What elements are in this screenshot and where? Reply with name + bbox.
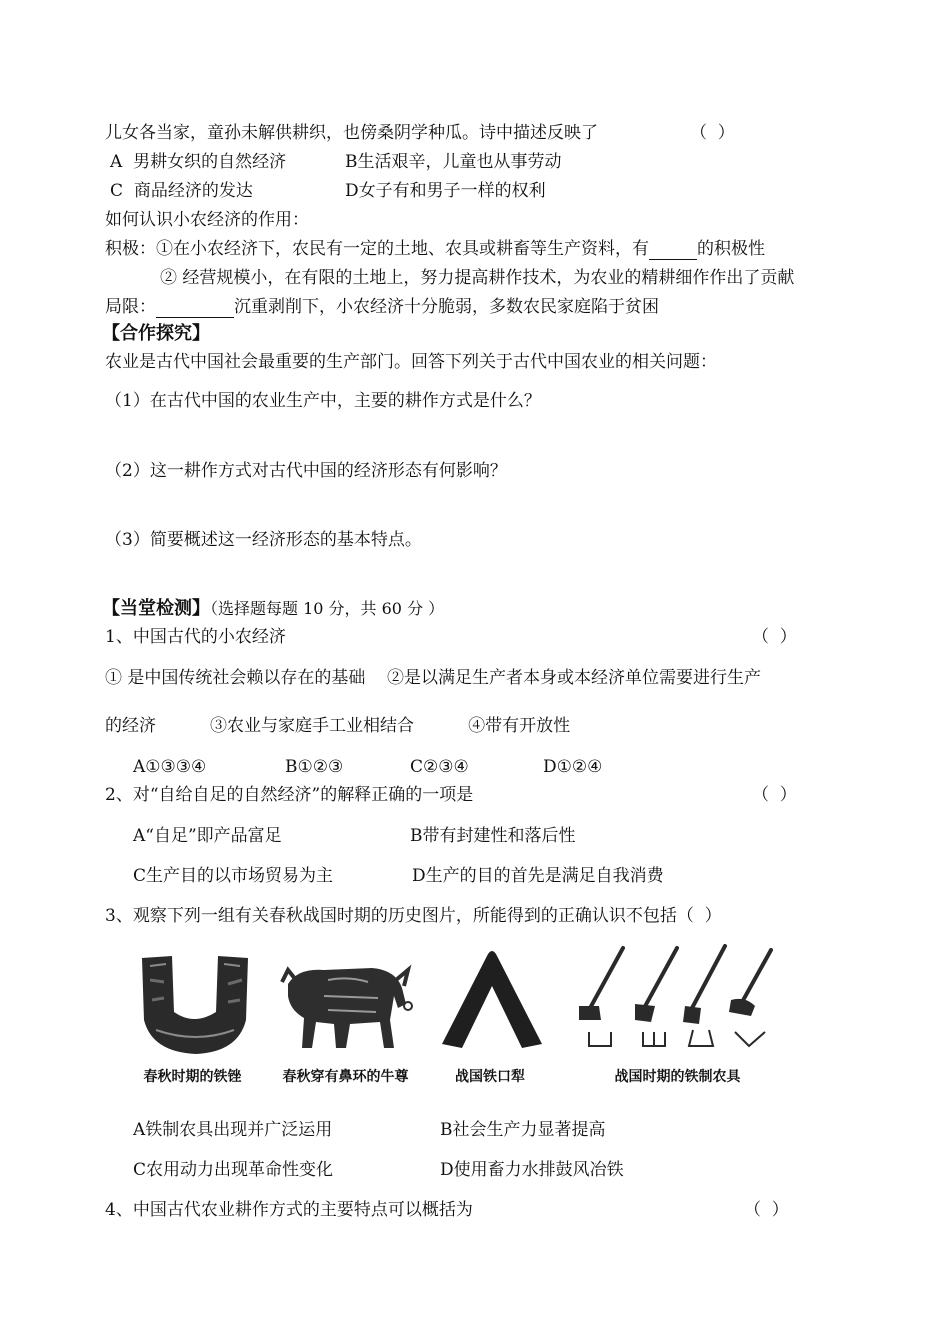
figure-iron-file <box>120 940 265 1090</box>
history-figures <box>120 940 800 1090</box>
iron-plough-image <box>430 940 550 1060</box>
cooperation-question-1: （1）在古代中国的农业生产中，主要的耕作方式是什么？ <box>105 391 541 411</box>
q3-option-d: D使用畜力水排鼓风冶铁 <box>440 1160 624 1180</box>
figure-iron-tools <box>565 940 790 1090</box>
section-title-test: 【当堂检测】（选择题每题 10 分，共 60 分 ） <box>102 598 445 619</box>
q3-option-a: A铁制农具出现并广泛运用 <box>133 1120 333 1140</box>
q2-option-d: D生产的目的首先是满足自我消费 <box>412 866 664 886</box>
section-title-cooperation: 【合作探究】 <box>102 323 210 344</box>
q1-answer-paren: （ ） <box>752 627 797 647</box>
q3-option-b: B社会生产力显著提高 <box>440 1120 606 1140</box>
q3-option-c: C农用动力出现革命性变化 <box>133 1160 334 1180</box>
figure-ox-zun <box>268 940 423 1090</box>
iron-file-image <box>120 940 265 1060</box>
fill-blank[interactable] <box>156 299 234 318</box>
caption-iron-plough: 战国铁口犁 <box>455 1069 525 1085</box>
positive-point-2: ② 经营规模小，在有限的土地上，努力提高耕作技术，为农业的精耕细作作出了贡献 <box>160 268 795 288</box>
ox-zun-image <box>268 940 423 1060</box>
q1-option-c: C②③④ <box>410 757 469 777</box>
caption-iron-file: 春秋时期的铁锉 <box>143 1069 242 1085</box>
caption-ox-zun: 春秋穿有鼻环的牛尊 <box>282 1069 409 1085</box>
q1-option-b: B①②③ <box>285 757 344 777</box>
caption-iron-tools: 战国时期的铁制农具 <box>614 1069 741 1085</box>
option-d: D女子有和男子一样的权利 <box>345 181 546 201</box>
cooperation-question-3: （3）简要概述这一经济形态的基本特点。 <box>105 530 422 550</box>
q4-stem: 4、中国古代农业耕作方式的主要特点可以概括为 <box>105 1200 473 1220</box>
q1-stem: 1、中国古代的小农经济 <box>105 627 286 647</box>
q2-option-c: C生产目的以市场贸易为主 <box>133 866 334 886</box>
fill-blank[interactable] <box>649 241 697 260</box>
option-c: C 商品经济的发达 <box>110 181 253 201</box>
q2-answer-paren: （ ） <box>752 785 797 805</box>
q2-option-a: A“自足”即产品富足 <box>133 826 282 846</box>
q2-stem: 2、对“自给自足的自然经济”的解释正确的一项是 <box>105 785 474 805</box>
poem-line: 儿女各当家，童孙未解供耕织，也傍桑阴学种瓜。诗中描述反映了 <box>105 123 598 143</box>
q1-statements-line1: ① 是中国传统社会赖以存在的基础 ②是以满足生产者本身或本经济单位需要进行生产 <box>105 668 762 688</box>
q1-option-d: D①②④ <box>543 757 603 777</box>
howto-heading: 如何认识小农经济的作用： <box>105 210 309 230</box>
cooperation-intro: 农业是古代中国社会最重要的生产部门。回答下列关于古代中国农业的相关问题： <box>105 352 717 372</box>
figure-iron-plough <box>430 940 550 1090</box>
limitation-line: 局限： 沉重剥削下，小农经济十分脆弱，多数农民家庭陷于贫困 <box>105 297 659 317</box>
cooperation-question-2: （2）这一耕作方式对古代中国的经济形态有何影响？ <box>105 461 507 481</box>
q1-statements-line2: 的经济 ③农业与家庭手工业相结合 ④带有开放性 <box>105 716 571 736</box>
q4-answer-paren: （ ） <box>744 1200 789 1220</box>
iron-tools-image <box>565 940 790 1060</box>
positive-point-1: 积极：①在小农经济下，农民有一定的土地、农具或耕畜等生产资料，有 的积极性 <box>105 239 765 259</box>
answer-paren: （ ） <box>690 123 735 143</box>
q3-stem: 3、观察下列一组有关春秋战国时期的历史图片，所能得到的正确认识不包括（ ） <box>105 906 722 926</box>
option-a: A 男耕女织的自然经济 <box>110 152 287 172</box>
q1-option-a: A①③③④ <box>133 757 207 777</box>
test-scoring-note: （选择题每题 10 分，共 60 分 ） <box>210 599 445 618</box>
option-b: B生活艰辛，儿童也从事劳动 <box>345 152 562 172</box>
q2-option-b: B带有封建性和落后性 <box>410 826 576 846</box>
